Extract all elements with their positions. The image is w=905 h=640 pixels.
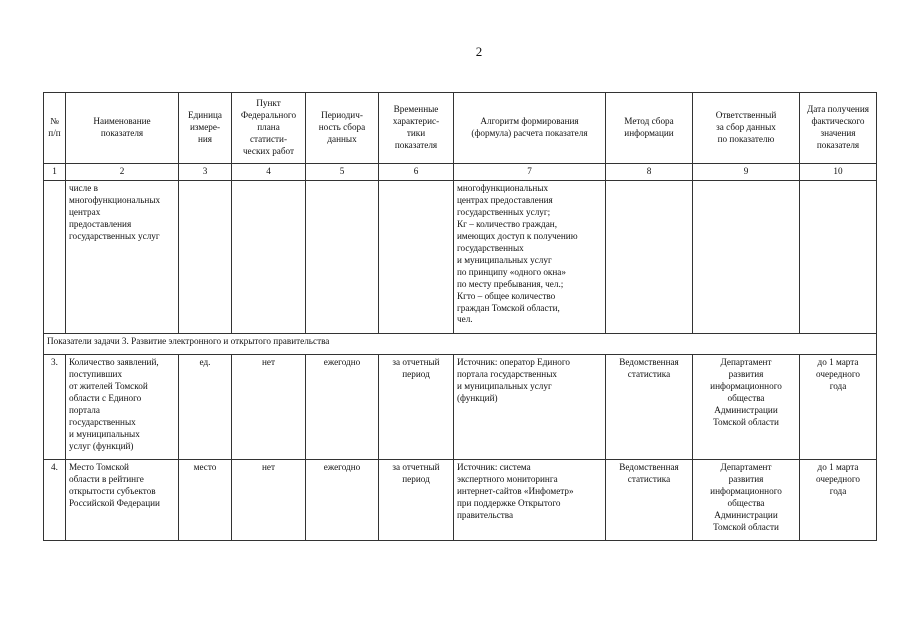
table-row: [44, 460, 877, 541]
cell-time-characteristics: за отчетный период: [379, 355, 454, 460]
header-method: Метод сбора информации: [606, 93, 693, 164]
cell-name: Место Томской области в рейтинге открытости субъектов Российской Федерации: [66, 460, 179, 541]
cell-periodicity: ежегодно: [306, 355, 379, 460]
column-number: 4: [232, 164, 306, 181]
cell-plan-item: нет: [232, 460, 306, 541]
header-num: № п/п: [44, 93, 66, 164]
column-number: 6: [379, 164, 454, 181]
header-periodicity: Периодич- ность сбора данных: [306, 93, 379, 164]
cell-responsible: [693, 181, 800, 334]
cell-plan-item: нет: [232, 355, 306, 460]
cell-periodicity: ежегодно: [306, 460, 379, 541]
header-name: Наименование показателя: [66, 93, 179, 164]
cell-responsible: Департамент развития информационного общества Администрации Томской области: [693, 460, 800, 541]
section-row: [44, 334, 877, 355]
header-algorithm: Алгоритм формирования (формула) расчета показателя: [454, 93, 606, 164]
cell-time-characteristics: за отчетный период: [379, 460, 454, 541]
table-row: [44, 181, 877, 334]
cell-num: 3.: [44, 355, 66, 460]
cell-name: числе в многофункциональных центрах предоставления государственных услуг: [66, 181, 179, 334]
cell-algorithm: Источник: оператор Единого портала государственных и муниципальных услуг (функций): [454, 355, 606, 460]
header-responsible: Ответственный за сбор данных по показателю: [693, 93, 800, 164]
indicators-table: [43, 92, 877, 541]
column-number: 5: [306, 164, 379, 181]
cell-plan-item: [232, 181, 306, 334]
column-number: 8: [606, 164, 693, 181]
column-number-row: [44, 164, 877, 181]
table-row: [44, 355, 877, 460]
header-plan-item: Пункт Федерального плана статисти- ческих работ: [232, 93, 306, 164]
cell-num: [44, 181, 66, 334]
table-header-row: [44, 93, 877, 164]
column-number: 9: [693, 164, 800, 181]
cell-time-characteristics: [379, 181, 454, 334]
column-number: 7: [454, 164, 606, 181]
cell-date: до 1 марта очередного года: [800, 355, 877, 460]
cell-date: [800, 181, 877, 334]
page-number: 2: [475, 44, 483, 59]
column-number: 10: [800, 164, 877, 181]
cell-algorithm: многофункциональных центрах предоставления государственных услуг; Кг – количество граждан, имеющих доступ к получению государственных и муниципальных услуг по принципу «одного окна» по месту пребывания, чел.; Кгто – общее количество граждан Томской области, чел.: [454, 181, 606, 334]
cell-method: [606, 181, 693, 334]
cell-unit: ед.: [179, 355, 232, 460]
header-date: Дата получения фактического значения показателя: [800, 93, 877, 164]
cell-responsible: Департамент развития информационного общества Администрации Томской области: [693, 355, 800, 460]
header-time-characteristics: Временные характерис- тики показателя: [379, 93, 454, 164]
cell-date: до 1 марта очередного года: [800, 460, 877, 541]
section-title: Показатели задачи 3. Развитие электронного и открытого правительства: [44, 334, 877, 355]
cell-num: 4.: [44, 460, 66, 541]
cell-algorithm: Источник: система экспертного мониторинга интернет-сайтов «Инфометр» при поддержке Открытого правительства: [454, 460, 606, 541]
cell-name: Количество заявлений, поступивших от жителей Томской области с Единого портала государственных и муниципальных услуг (функций): [66, 355, 179, 460]
header-unit: Единица измере- ния: [179, 93, 232, 164]
cell-unit: место: [179, 460, 232, 541]
cell-method: Ведомственная статистика: [606, 460, 693, 541]
cell-periodicity: [306, 181, 379, 334]
cell-unit: [179, 181, 232, 334]
column-number: 1: [44, 164, 66, 181]
column-number: 3: [179, 164, 232, 181]
column-number: 2: [66, 164, 179, 181]
cell-method: Ведомственная статистика: [606, 355, 693, 460]
